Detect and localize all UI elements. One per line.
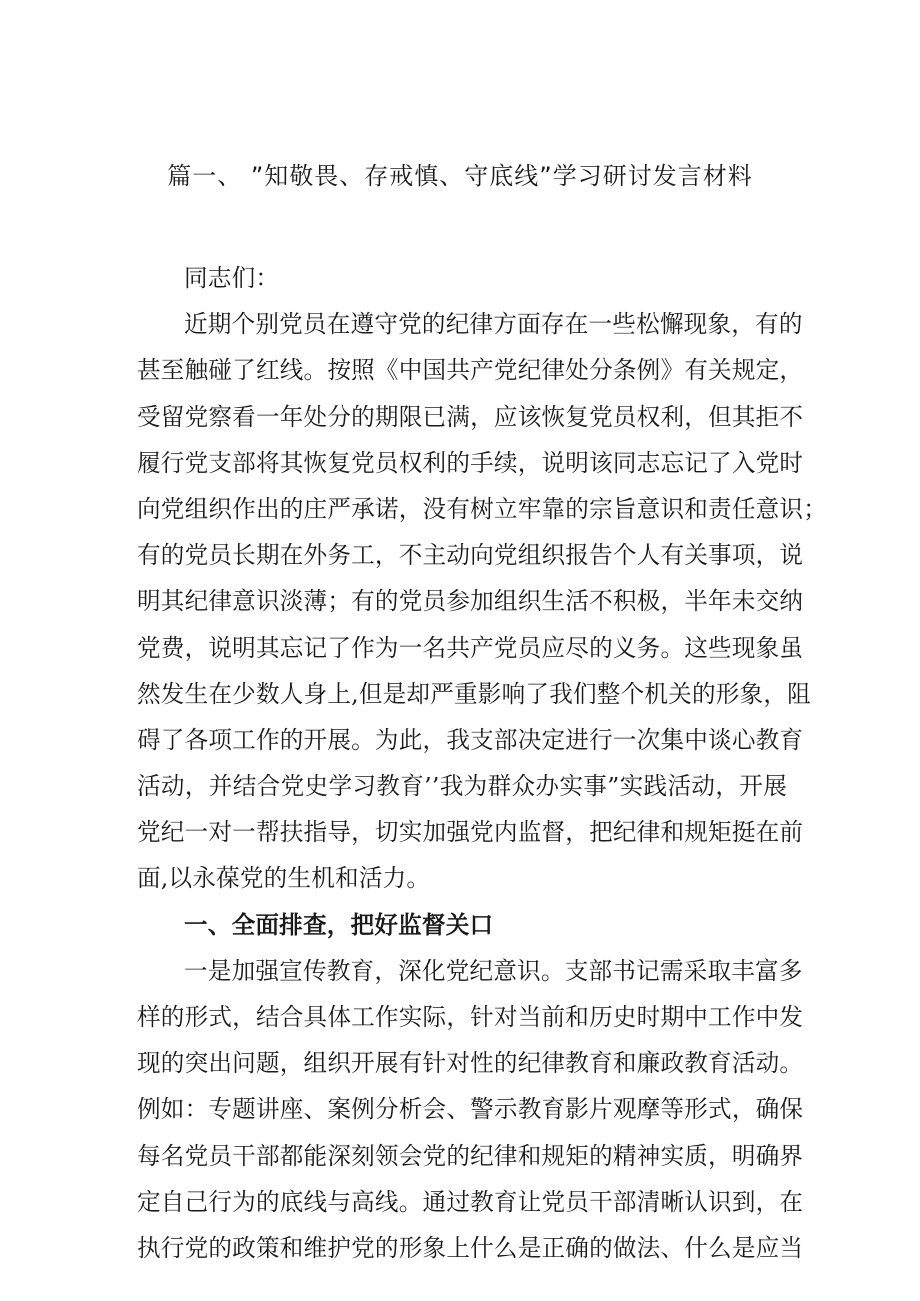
paragraph-1-line: 近期个别党员在遵守党的纪律方面存在一些松懈现象，有的 — [184, 310, 803, 339]
document-title: 篇一、 ”知敬畏、存戒慎、守底线”学习研讨发言材料 — [167, 162, 753, 190]
paragraph-1-line: 然发生在少数人身上,但是却严重影响了我们整个机关的形象，阻 — [137, 679, 811, 708]
paragraph-1-line: 甚至触碰了红线。按照《中国共产党纪律处分条例》有关规定， — [137, 356, 804, 385]
section-heading: 一、全面排查，把好监督关口 — [184, 910, 494, 939]
paragraph-2-line: 定自己行为的底线与高线。通过教育让党员干部清晰认识到，在 — [137, 1187, 804, 1216]
paragraph-1-line: 受留党察看一年处分的期限已满，应该恢复党员权利，但其拒不 — [137, 402, 804, 431]
paragraph-1-line: 碍了各项工作的开展。为此，我支部决定进行一次集中谈心教育 — [137, 725, 804, 754]
paragraph-2-line: 每名党员干部都能深刻领会党的纪律和规矩的精神实质，明确界 — [137, 1141, 804, 1170]
paragraph-2-line: 例如：专题讲座、案例分析会、警示教育影片观摩等形式，确保 — [137, 1095, 804, 1124]
paragraph-2-line: 样的形式，结合具体工作实际，针对当前和历史时期中工作中发 — [137, 1003, 804, 1031]
salutation: 同志们： — [184, 264, 280, 292]
paragraph-1-line: 面,以永葆党的生机和活力。 — [137, 864, 431, 893]
document-body — [137, 255, 828, 1271]
paragraph-1-line: 明其纪律意识淡薄；有的党员参加组织生活不积极，半年未交纳 — [137, 587, 804, 616]
paragraph-1-line: 活动，并结合党史学习教育’’我为群众办实事”实践活动，开展 — [137, 772, 787, 801]
paragraph-1-line: 党纪一对一帮扶指导，切实加强党内监督，把纪律和规矩挺在前 — [137, 818, 804, 847]
paragraph-2-line: 现的突出问题，组织开展有针对性的纪律教育和廉政教育活动。 — [137, 1049, 804, 1078]
paragraph-1-line: 党费，说明其忘记了作为一名共产党员应尽的义务。这些现象虽 — [137, 633, 804, 662]
paragraph-2-line: 执行党的政策和维护党的形象上什么是正确的做法、什么是应当 — [137, 1233, 804, 1262]
paragraph-1-line: 有的党员长期在外务工，不主动向党组织报告个人有关事项，说 — [137, 541, 804, 570]
paragraph-2-line: 一是加强宣传教育，深化党纪意识。支部书记需采取丰富多 — [184, 956, 803, 985]
paragraph-1-line: 履行党支部将其恢复党员权利的手续，说明该同志忘记了入党时 — [137, 448, 804, 477]
paragraph-1-line: 向党组织作出的庄严承诺，没有树立牢靠的宗旨意识和责任意识； — [137, 494, 828, 523]
